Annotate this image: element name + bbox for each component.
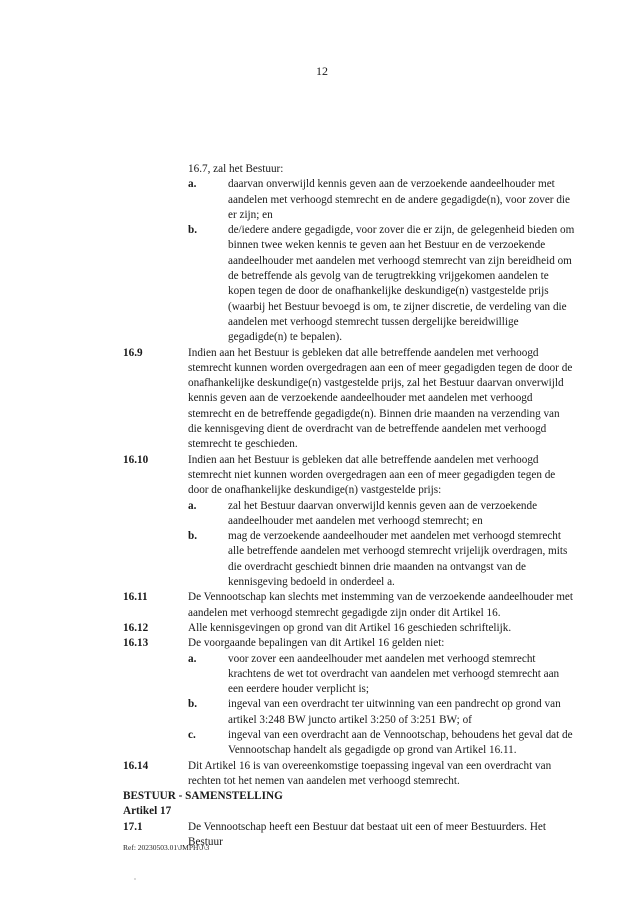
- sub-item-text: ingeval van een overdracht ter uitwinning van een pandrecht op grond van artikel 3:248 BW juncto artikel 3:250 of 3:251 BW; of: [228, 698, 561, 726]
- paragraph-16-12: [123, 621, 575, 636]
- sub-item-b: [188, 697, 575, 728]
- sub-item-a: [188, 499, 575, 530]
- sub-item-b: [188, 529, 575, 590]
- paragraph-16-10: [123, 453, 575, 499]
- article-heading: Artikel 17: [123, 805, 172, 818]
- scan-speck: [134, 878, 136, 880]
- paragraph-text: Alle kennisgevingen op grond van dit Artikel 16 geschieden schriftelijk.: [188, 621, 512, 634]
- page-number: 12: [316, 64, 328, 78]
- paragraph-16-13: [123, 636, 575, 651]
- sub-item-a: [188, 177, 575, 223]
- paragraph-text: Dit Artikel 16 is van overeenkomstige toepassing ingeval van een overdracht van rechten tot het nemen van aandelen met verhoogd stemrecht.: [188, 759, 552, 787]
- sub-item-a: [188, 652, 575, 698]
- sub-item-text: voor zover een aandeelhouder met aandelen met verhoogd stemrecht krachtens de wet tot overdracht van aandelen met verhoogd stemrecht aan een eerdere houder verplicht is;: [228, 652, 560, 696]
- paragraph-number: 16.12: [123, 621, 149, 634]
- continuation-text: 16.7, zal het Bestuur:: [188, 163, 284, 175]
- sub-item-text: mag de verzoekende aandeelhouder met aandelen met verhoogd stemrecht alle betreffende aandelen met verhoogd stemrecht vrijelijk overdragen, mits die overdracht geschiedt binnen drie maanden na ontvangst van de kennisgeving bedoeld in onderdeel a.: [228, 530, 568, 589]
- paragraph-number: 16.13: [123, 637, 149, 650]
- section-heading: BESTUUR - SAMENSTELLING: [123, 790, 283, 803]
- paragraph-number: 17.1: [123, 820, 143, 833]
- sub-item-letter: a.: [188, 499, 197, 512]
- paragraph-text: Indien aan het Bestuur is gebleken dat alle betreffende aandelen met verhoogd stemrecht kunnen worden overgedragen aan een of meer gegadigden tegen de door de onafhankelijke deskundige(n) vastgestelde prijs, zal het Bestuur daarvan onverwijld kennis geven aan de verzoekende aandeelhouder met aandelen met verhoogd stemrecht en de betreffende gegadigde(n). Binnen drie maanden na verzending van die kennisgeving dient de overdracht van de betreffende aandelen met verhoogd stemrecht te geschieden.: [188, 346, 573, 451]
- sub-item-letter: b.: [188, 698, 198, 711]
- sub-item-text: ingeval van een overdracht aan de Vennootschap, behoudens het geval dat de Vennootschap handelt als gegadigde op grond van Artikel 16.11.: [228, 728, 573, 757]
- sub-item-b: [188, 223, 575, 345]
- sub-item-letter: c.: [188, 728, 196, 741]
- paragraph-16-9: [123, 346, 575, 453]
- paragraph-text: De Vennootschap kan slechts met instemming van de verzoekende aandeelhouder met aandelen met verhoogd stemrecht gegadigde zijn onder dit Artikel 16.: [188, 591, 574, 619]
- paragraph-number: 16.10: [123, 453, 149, 466]
- sub-item-letter: b.: [188, 224, 198, 237]
- paragraph-number: 16.11: [123, 591, 148, 604]
- paragraph-16-14: [123, 759, 575, 790]
- paragraph-number: 16.14: [123, 759, 149, 772]
- paragraph-number: 16.9: [123, 346, 143, 359]
- paragraph-text: De voorgaande bepalingen van dit Artikel 16 gelden niet:: [188, 637, 445, 650]
- sub-item-letter: a.: [188, 178, 197, 191]
- sub-item-letter: a.: [188, 652, 197, 665]
- paragraph-text: Indien aan het Bestuur is gebleken dat alle betreffende aandelen met verhoogd stemrecht niet kunnen worden overgedragen aan een of meer gegadigden tegen de door de onafhankelijke deskundige(n) vastgestelde prijs:: [188, 453, 556, 497]
- paragraph-16-11: [123, 590, 575, 621]
- sub-item-letter: b.: [188, 530, 198, 543]
- sub-item-text: zal het Bestuur daarvan onverwijld kennis geven aan de verzoekende aandeelhouder met aandelen met verhoogd stemrecht; en: [228, 499, 538, 527]
- sub-item-text: daarvan onverwijld kennis geven aan de verzoekende aandeelhouder met aandelen met verhoogd stemrecht en de andere gegadigde(n), voor zover die er zijn; en: [228, 178, 570, 221]
- paragraph-text: De Vennootschap heeft een Bestuur dat bestaat uit een of meer Bestuurders. Het Bestuur: [188, 820, 546, 849]
- footer-reference: Ref: 20230503.01\JMPH\J\3: [123, 843, 210, 852]
- document-body: [123, 162, 575, 850]
- sub-item-c: [188, 728, 575, 759]
- sub-item-text: de/iedere andere gegadigde, voor zover die er zijn, de gelegenheid bieden om binnen twee weken kennis te geven aan het Bestuur en de verzoekende aandeelhouder met aandelen met verhoogd stemrecht van zijn bereidheid om de betreffende als gevolg van de terugtrekking vrijgekomen aandelen te kopen tegen de door de onafhankelijke deskundige(n) vastgestelde prijs (waarbij het Bestuur bevoegd is om, te zijner discretie, de verdeling van die aandelen met verhoogd stemrecht tussen dergelijke bereidwillige gegadigde(n) te bepalen).: [228, 224, 575, 344]
